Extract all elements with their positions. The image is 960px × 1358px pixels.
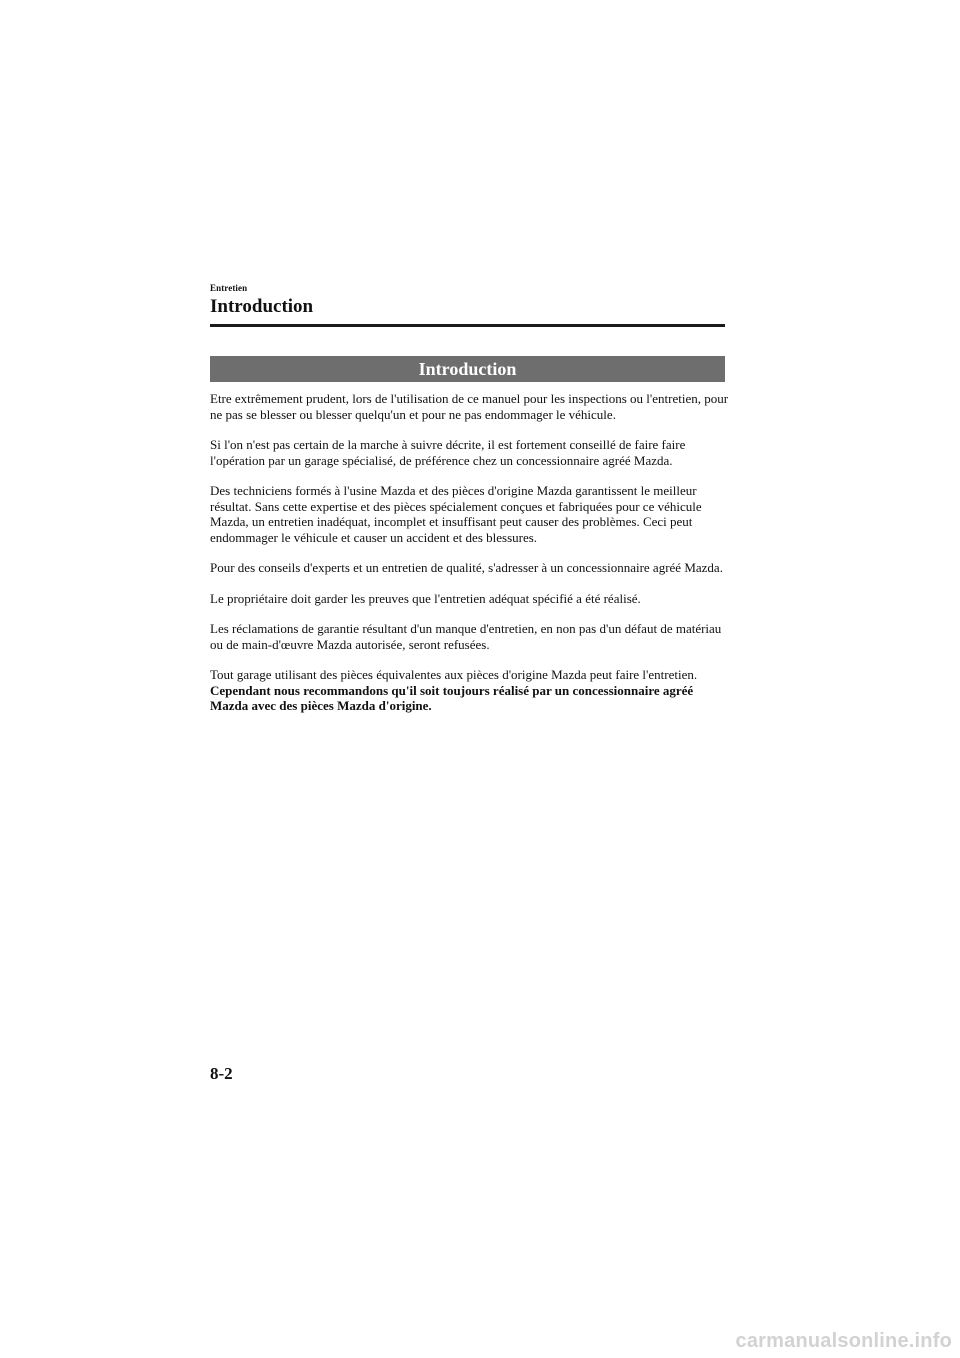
chapter-label: Entretien [210, 283, 248, 293]
page-title: Introduction [210, 296, 314, 317]
paragraph-warranty: Les réclamations de garantie résultant d'un manque d'entretien, en non pas d'un défaut de matériau ou de main-d'œuvre Mazda autorisée, seront refusées. [210, 621, 722, 652]
paragraph-garage-emphasis: Cependant nous recommandons qu'il soit toujours réalisé par un concessionnaire agréé Mazda avec des pièces Mazda d'origine. [210, 682, 694, 713]
paragraph-technicians: Des techniciens formés à l'usine Mazda et des pièces d'origine Mazda garantissent le meilleur résultat. Sans cette expertise et des pièces spécialement conçues et fabriquées pour ce véhicule Mazda, un entretien inadéquat, incomplet et insuffisant peut causer des problèmes. Ceci peut endommager le véhicule et causer un accident et des blessures. [210, 483, 702, 545]
paragraph-proof: Le propriétaire doit garder les preuves que l'entretien adéquat spécifié a été réalisé. [210, 590, 641, 606]
site-watermark: carmanualsonline.info [735, 1330, 952, 1352]
page-number: 8-2 [210, 1064, 233, 1083]
section-body [210, 391, 730, 729]
paragraph-caution: Etre extrêmement prudent, lors de l'utilisation de ce manuel pour les inspections ou l'entretien, pour ne pas se blesser ou blesser quelqu'un et pour ne pas endommager le véhicule. [210, 391, 729, 422]
section-banner: Introduction [210, 356, 725, 382]
paragraph-garage-normal: Tout garage utilisant des pièces équivalentes aux pièces d'origine Mazda peut faire l'entretien. [210, 667, 698, 682]
title-divider [210, 324, 725, 327]
paragraph-garage [210, 667, 730, 714]
paragraph-expert-advice: Pour des conseils d'experts et un entretien de qualité, s'adresser à un concessionnaire agréé Mazda. [210, 560, 723, 575]
paragraph-uncertain-procedure: Si l'on n'est pas certain de la marche à suivre décrite, il est fortement conseillé de faire faire l'opération par un garage spécialisé, de préférence chez un concessionnaire agréé Mazda. [210, 437, 686, 468]
